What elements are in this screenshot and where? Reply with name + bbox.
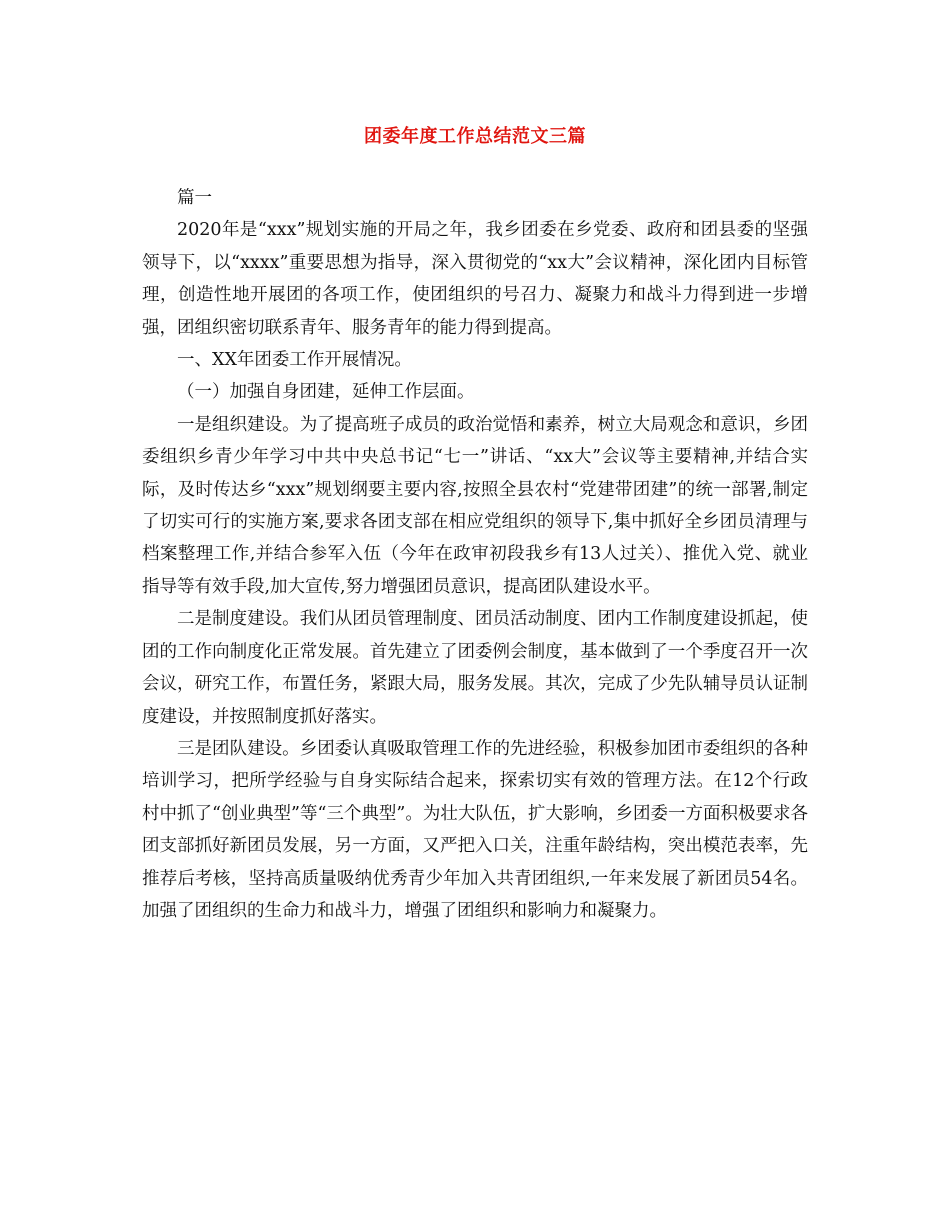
section-heading-work-status: 一、XX年团委工作开展情况。 bbox=[177, 350, 412, 371]
document-body bbox=[142, 182, 808, 927]
paragraph-team-building: 三是团队建设。乡团委认真吸取管理工作的先进经验，积极参加团市委组织的各种培训学习，把所学经验与自身实际结合起来，探索切实有效的管理方法。在12个行政村中抓了“创业典型”等“三个典型”。为壮大队伍，扩大影响，乡团委一方面积极要求各团支部抓好新团员发展，另一方面，又严把入口关，注重年龄结构，突出模范表率，先推荐后考核，坚持高质量吸纳优秀青少年加入共青团组织,一年来发展了新团员54名。加强了团组织的生命力和战斗力，增强了团组织和影响力和凝聚力。 bbox=[142, 738, 808, 921]
subsection-heading-self-building: （一）加强自身团建，延伸工作层面。 bbox=[177, 382, 475, 403]
paragraph-intro: 2020年是“xxx”规划实施的开局之年，我乡团委在乡党委、政府和团县委的坚强领导下，以“xxxx”重要思想为指导，深入贯彻党的“xx大”会议精神，深化团内目标管理，创造性地开展团的各项工作，使团组织的号召力、凝聚力和战斗力得到进一步增强，团组织密切联系青年、服务青年的能力得到提高。 bbox=[142, 220, 808, 338]
paragraph-organization-building: 一是组织建设。为了提高班子成员的政治觉悟和素养，树立大局观念和意识，乡团委组织乡青少年学习中共中央总书记“七一”讲话、“xx大”会议等主要精神,并结合实际，及时传达乡“xxx”规划纲要主要内容,按照全县农村“党建带团建”的统一部署,制定了切实可行的实施方案,要求各团支部在相应党组织的领导下,集中抓好全乡团员清理与档案整理工作,并结合参军入伍（今年在政审初段我乡有13人过关）、推优入党、就业指导等有效手段,加大宣传,努力增强团员意识，提高团队建设水平。 bbox=[142, 414, 808, 597]
document-title: 团委年度工作总结范文三篇 bbox=[364, 126, 586, 147]
paragraph-system-building: 二是制度建设。我们从团员管理制度、团员活动制度、团内工作制度建设抓起，使团的工作向制度化正常发展。首先建立了团委例会制度，基本做到了一个季度召开一次会议，研究工作，布置任务，紧跟大局，服务发展。其次，完成了少先队辅导员认证制度建设，并按照制度抓好落实。 bbox=[142, 609, 808, 727]
section-heading-part-one: 篇一 bbox=[177, 188, 212, 208]
